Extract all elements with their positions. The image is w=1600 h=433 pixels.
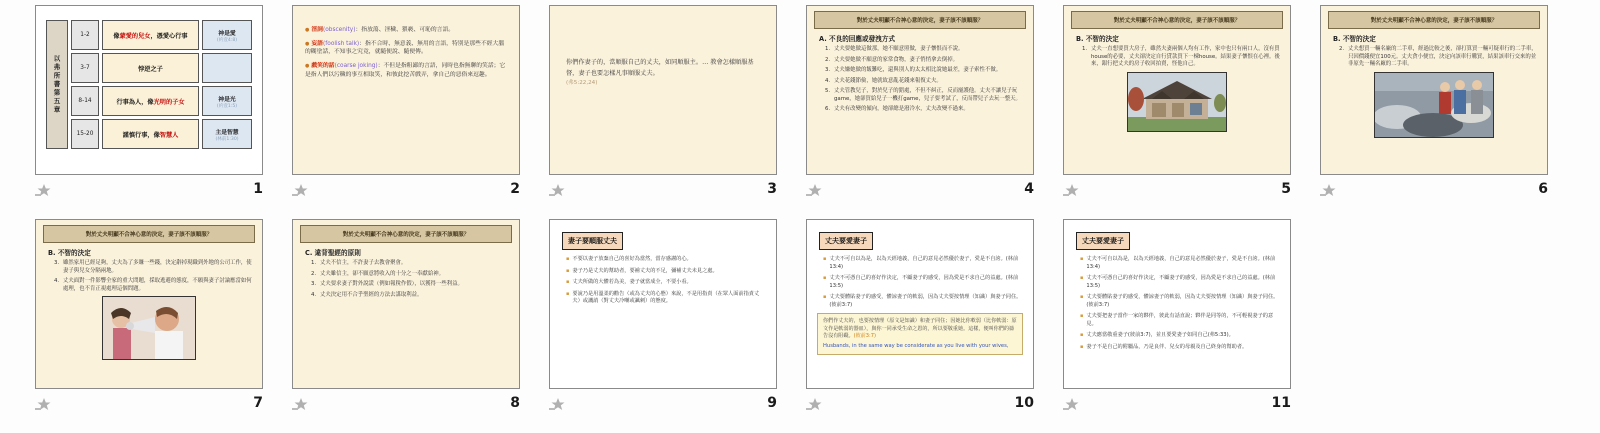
slide-thumbnail-3[interactable] xyxy=(549,5,777,175)
bullet-text: ：指不合時、無意義、無用的言語，特別是那些不經大腦的糊塗話，不知事之究竟，就隨便說、隨便傳。 xyxy=(305,40,505,56)
slide-thumbnail-6[interactable] xyxy=(1320,5,1548,175)
section-heading: B. 不智的決定 xyxy=(48,249,91,257)
bullet-item xyxy=(823,275,1023,290)
row-text-pre: 謹慎行事，像 xyxy=(122,131,160,139)
bullet-icon: ▪ xyxy=(1080,294,1084,301)
verse-reference: (弗5:22,24) xyxy=(566,80,598,87)
keyword-english: (foolish talk) xyxy=(322,40,360,47)
item-number: 4. xyxy=(54,278,60,285)
verse-range: 15-20 xyxy=(71,119,99,149)
row-text xyxy=(102,53,199,83)
row-text-red: 蒙愛的兒女 xyxy=(119,32,151,40)
item-text: 丈夫雖信主，卻不願意將收入的十分之一奉獻給神。 xyxy=(320,270,444,277)
bullet-icon: ▪ xyxy=(1080,332,1084,339)
list-item xyxy=(825,57,1025,65)
table-row xyxy=(71,119,252,149)
bullet-item xyxy=(566,291,766,306)
slide-number: 6 xyxy=(1538,181,1548,197)
item-text: 丈夫決定用不合乎聖經的方法去謀取利益。 xyxy=(320,291,423,298)
bullet-item xyxy=(566,279,766,287)
keyword-english: (coarse joking) xyxy=(334,63,378,70)
item-number: 4. xyxy=(825,77,831,84)
boxed-title: 丈夫要愛妻子 xyxy=(819,232,873,250)
section-heading: A. 不良的回應或發洩方式 xyxy=(819,35,895,43)
list-item xyxy=(825,78,1025,86)
item-text: 丈夫嫌她做的飯難吃，還與別人的太太相比說她最差，妻子索性不做。 xyxy=(834,67,1002,74)
house-photo xyxy=(1127,72,1227,132)
slide-thumbnail-2[interactable] xyxy=(292,5,520,175)
slide-thumbnail-7[interactable] xyxy=(35,219,263,389)
table-side-header: 以弗所書第五章 xyxy=(46,20,68,149)
slide-number: 2 xyxy=(510,181,520,197)
bullet-item xyxy=(1080,332,1280,340)
row-note xyxy=(202,53,252,83)
bullet-icon: ▪ xyxy=(1080,275,1084,282)
quote-chinese xyxy=(823,318,1017,341)
slide-thumbnail-5[interactable] xyxy=(1063,5,1291,175)
bullet-text: 要說乃是用溫柔的勸告（或為丈夫的心態）來說，不是用指責（在眾人面前指責丈夫）或譏誚（對丈夫冷嘲或諷刺）的態度。 xyxy=(572,290,760,305)
transition-icon[interactable] xyxy=(292,183,310,197)
list-item xyxy=(311,271,511,279)
item-number: 1. xyxy=(825,46,831,52)
item-text: 丈夫花錢節儉，她就故意亂花錢來報復丈夫。 xyxy=(834,77,942,84)
item-text: 丈夫有改變的傾向，她卻總是潑冷水，丈夫改變不過來。 xyxy=(834,106,969,113)
transition-icon[interactable] xyxy=(1320,183,1338,197)
slide-number: 8 xyxy=(510,395,520,411)
row-note xyxy=(202,119,252,149)
row-text-pre: 像 xyxy=(113,32,120,40)
bullet-item xyxy=(1080,294,1280,309)
table-row xyxy=(71,86,252,116)
item-number: 4. xyxy=(311,291,317,298)
list-item xyxy=(54,278,254,293)
bullet-icon: ● xyxy=(305,63,310,70)
item-text: 丈夫不信主，不許妻子去教會聚會。 xyxy=(320,260,407,266)
bullet-text: 丈夫所做的大體若為美，妻子就當成全，不要小看。 xyxy=(572,279,692,286)
bullet-icon: ● xyxy=(305,27,310,33)
verse-range: 1-2 xyxy=(71,20,99,50)
quote-text: 你們作丈夫的，也要按情理（原文是知識）和妻子同住；因她比你軟弱（比你軟弱：原文作是軟弱的器皿），與你一同承受生命之恩的，所以要敬重她。這樣，便叫你們的禱告沒有阻礙。 xyxy=(823,318,1017,340)
section-heading: B. 不智的決定 xyxy=(1076,35,1119,43)
bullet-item xyxy=(305,26,507,35)
row-text xyxy=(102,86,199,116)
bullet-text: 丈夫不可自以為是，以為天經地義，自己的意見必然優於妻子，愛是不自誇。(林前13:4) xyxy=(829,256,1019,270)
item-number: 1. xyxy=(311,260,317,266)
bullet-text: 丈夫不可憑自己的喜好作決定，不顧妻子的感受，因為愛是不求自己的益處。(林前13:5) xyxy=(829,275,1019,289)
slide-number: 4 xyxy=(1024,181,1034,197)
row-text-pre: 行事為人，像 xyxy=(116,98,154,106)
list-item xyxy=(825,106,1025,114)
note-ref: (林前1:30) xyxy=(215,136,239,142)
slide-number: 7 xyxy=(253,395,263,411)
transition-icon[interactable] xyxy=(1063,397,1081,411)
table-row xyxy=(71,53,252,83)
quote-english: Husbands, in the same way be considerate as you live with your wives, xyxy=(823,343,1009,350)
keyword-english: (obscenity) xyxy=(322,27,356,33)
quote-reference: (彼前3:7) xyxy=(853,333,876,340)
item-text: 雖然家用已經足夠，丈夫為了多賺一些錢，決定辭掉現職到外地的公司工作，使妻子與兒女分隔兩地。 xyxy=(63,260,252,274)
slide-title-banner: 對於丈夫明顯不合神心意的決定，妻子該不該順服？ xyxy=(1071,11,1283,29)
scripture-quote-box xyxy=(817,313,1023,355)
item-text: 丈夫要求妻子對外說謊（例如報稅作假），以獲得一些利益。 xyxy=(320,281,463,288)
slide-title-banner: 對於丈夫明顯不合神心意的決定，妻子該不該順服？ xyxy=(43,225,255,243)
row-text-post: ，憑愛心行事 xyxy=(150,32,188,40)
bullet-item xyxy=(566,256,766,264)
verse-range: 8-14 xyxy=(71,86,99,116)
row-text-red: 智慧人 xyxy=(159,131,179,139)
table-row xyxy=(71,20,252,50)
note-text: 神是愛 xyxy=(218,30,236,37)
bullet-text: ：指放蕩、淫穢、猥褻、可恥的言語。 xyxy=(355,27,455,33)
section-heading: C. 違背聖經的原則 xyxy=(305,249,361,257)
boxed-title: 妻子要順服丈夫 xyxy=(562,232,623,250)
transition-icon[interactable] xyxy=(549,183,567,197)
row-text xyxy=(102,20,199,50)
list-item xyxy=(54,260,254,275)
item-number: 3. xyxy=(311,281,317,288)
keyword: 妄語 xyxy=(311,40,323,47)
bullet-text: 丈夫要體貼妻子的感受，體諒妻子的軟弱，因為丈夫要按情理（知識）與妻子同住。(彼前3:7) xyxy=(829,294,1022,308)
note-ref: (約壹1:5) xyxy=(216,103,238,109)
bullet-text: ：不但是指粗鄙的言語，同時也指無聊的笑話；它是指人們以污穢的事互相取笑，和彼此挖苦戲弄，拿自己的惡俗來逗趣。 xyxy=(305,63,506,78)
item-number: 2. xyxy=(825,56,831,63)
list-item xyxy=(825,67,1025,75)
list-item xyxy=(1082,46,1282,69)
bullet-icon: ▪ xyxy=(1080,256,1084,262)
bullet-icon: ● xyxy=(305,40,310,47)
transition-icon[interactable] xyxy=(35,183,53,197)
bullet-text: 丈夫不可憑自己的喜好作決定，不顧妻子的感受，因為愛是不求自己的益處。(林前13:5) xyxy=(1086,275,1276,289)
verse-text: 你們作妻子的，當順服自己的丈夫，如同順服主。… 教會怎樣順服基督，妻子也要怎樣凡事順服丈夫。 xyxy=(566,59,754,77)
bullet-icon: ▪ xyxy=(823,294,827,301)
slide-number: 1 xyxy=(253,181,263,197)
item-number: 6. xyxy=(825,106,831,113)
slide-thumbnail-8[interactable] xyxy=(292,219,520,389)
item-text: 丈夫想買一輛名廠的二手車，經過比較之後，卻打算買一輛可疑車行的二手車，只因價錢便宜100元。丈夫貪小便宜，決定向該車行購買，結果該車行交來的並非原先一輛名廠的二手車。 xyxy=(1348,46,1537,68)
row-note xyxy=(202,86,252,116)
item-text: 丈夫要她做這做那，她不願意照做，妻子懷恨而不說。 xyxy=(834,46,964,52)
transition-icon[interactable] xyxy=(292,397,310,411)
slide-number: 5 xyxy=(1281,181,1291,197)
bullet-item xyxy=(566,268,766,276)
bullet-item xyxy=(823,256,1023,271)
bullet-text: 丈夫要體貼妻子的感受，體諒妻子的軟弱，因為丈夫要按情理（知識）與妻子同住。(彼前3:7) xyxy=(1086,294,1279,308)
bullet-icon: ▪ xyxy=(823,256,827,262)
car-shopping-photo xyxy=(1374,72,1494,138)
bullet-item xyxy=(305,62,507,79)
item-number: 3. xyxy=(825,67,831,74)
transition-icon[interactable] xyxy=(549,397,567,411)
bullet-text: 不要以妻子放棄自己的喜好為當然，當存感謝的心。 xyxy=(572,256,692,262)
slide-thumbnail-4[interactable] xyxy=(806,5,1034,175)
boxed-title: 丈夫要愛妻子 xyxy=(1076,232,1130,250)
list-item xyxy=(311,260,511,268)
bullet-icon: ▪ xyxy=(566,279,570,286)
list-item xyxy=(311,281,511,289)
list-item xyxy=(311,292,511,300)
slide-thumbnail-9[interactable] xyxy=(549,219,777,389)
slide-number: 9 xyxy=(767,395,777,411)
row-text-post: 悖逆之子 xyxy=(138,65,163,73)
bullet-item xyxy=(1080,313,1280,328)
item-number: 5. xyxy=(825,88,831,95)
keyword: 淫詞 xyxy=(311,27,323,33)
item-number: 3. xyxy=(54,260,60,266)
list-item xyxy=(825,46,1025,54)
slide-thumbnail-11[interactable] xyxy=(1063,219,1291,389)
bullet-item xyxy=(823,294,1023,309)
slide-title-banner: 對於丈夫明顯不合神心意的決定，妻子該不該順服？ xyxy=(1328,11,1540,29)
note-text: 主是智慧 xyxy=(215,129,239,136)
item-number: 2. xyxy=(311,270,317,277)
bullet-icon: ▪ xyxy=(566,267,570,274)
section-heading: B. 不智的決定 xyxy=(1333,35,1376,43)
slide-thumbnail-1[interactable] xyxy=(35,5,263,175)
transition-icon[interactable] xyxy=(806,397,824,411)
slide-number: 11 xyxy=(1271,395,1291,411)
bullet-icon: ▪ xyxy=(1080,313,1084,320)
list-item xyxy=(1339,46,1539,69)
slide-title-banner: 對於丈夫明顯不合神心意的決定，妻子該不該順服？ xyxy=(814,11,1026,29)
note-text: 神是光 xyxy=(218,96,236,103)
list-item xyxy=(825,88,1025,103)
megaphone-photo xyxy=(102,296,196,360)
transition-icon[interactable] xyxy=(806,183,824,197)
row-text xyxy=(102,119,199,149)
bullet-item xyxy=(1080,275,1280,290)
row-note xyxy=(202,20,252,50)
keyword: 戲笑的話 xyxy=(311,63,335,70)
row-text-red: 光明的子女 xyxy=(153,98,185,106)
transition-icon[interactable] xyxy=(1063,183,1081,197)
bullet-icon: ▪ xyxy=(823,275,827,282)
bullet-text: 丈夫應當敬重妻子(彼前3:7)，並且要愛妻子如同自己(弗5:33)。 xyxy=(1086,332,1234,339)
verse-range: 3-7 xyxy=(71,53,99,83)
item-number: 1. xyxy=(1082,46,1088,52)
bullet-item xyxy=(1080,344,1280,352)
bullet-icon: ▪ xyxy=(566,290,570,297)
bullet-text: 妻子不是自己的附屬品，乃是良伴、兒女的母親及自己終身的幫助者。 xyxy=(1086,343,1248,350)
item-number: 2. xyxy=(1339,46,1345,52)
bullet-text: 丈夫要把妻子當作一家的夥伴，彼此有話直說；夥伴是同等的，不可輕視妻子的意見。 xyxy=(1086,313,1274,327)
bullet-item xyxy=(1080,256,1280,271)
item-text: 丈夫要她做不願意的家常食物，妻子悄悄拿去倒掉。 xyxy=(834,56,958,63)
bullet-text: 丈夫不可自以為是，以為天經地義，自己的意見必然優於妻子，愛是不自誇。(林前13:4) xyxy=(1086,256,1276,270)
note-ref: (約壹4:8) xyxy=(216,37,238,43)
transition-icon[interactable] xyxy=(35,397,53,411)
item-text: 丈夫管教兒子，對於兒子的錯處，不但不糾正，反而寵護他。丈夫不讓兒子玩game，她卻買給兒子一機打game，兒子要考試了，反而帶兒子去玩一整天。 xyxy=(834,88,1021,102)
bullet-item xyxy=(305,40,507,57)
slide-number: 3 xyxy=(767,181,777,197)
item-text: 丈夫一直想要買大房子，雖然夫妻兩個人均有工作，家中也只有兩口人，沒有買house的必要，丈夫卻決定自行貸款買下一棟house。結果妻子懷恨在心裡。後來，銀行把丈夫的房子收回拍賣，怪他自己。 xyxy=(1091,46,1280,68)
ephesians-overview-table xyxy=(46,20,252,149)
bullet-icon: ▪ xyxy=(566,256,570,262)
slide-thumbnail-10[interactable] xyxy=(806,219,1034,389)
bullet-icon: ▪ xyxy=(1080,343,1084,350)
slide-number: 10 xyxy=(1014,395,1034,411)
slide-title-banner: 對於丈夫明顯不合神心意的決定，妻子該不該順服？ xyxy=(300,225,512,243)
item-text: 丈夫面對一件影響全家的重大問題，採取逃避的態度，不願與妻子討論應當如何處理，也不肯正視處理這個問題。 xyxy=(63,278,252,292)
bullet-text: 妻子乃是丈夫的幫助者，要補丈夫的不足，彌補丈夫未見之處。 xyxy=(572,267,718,274)
